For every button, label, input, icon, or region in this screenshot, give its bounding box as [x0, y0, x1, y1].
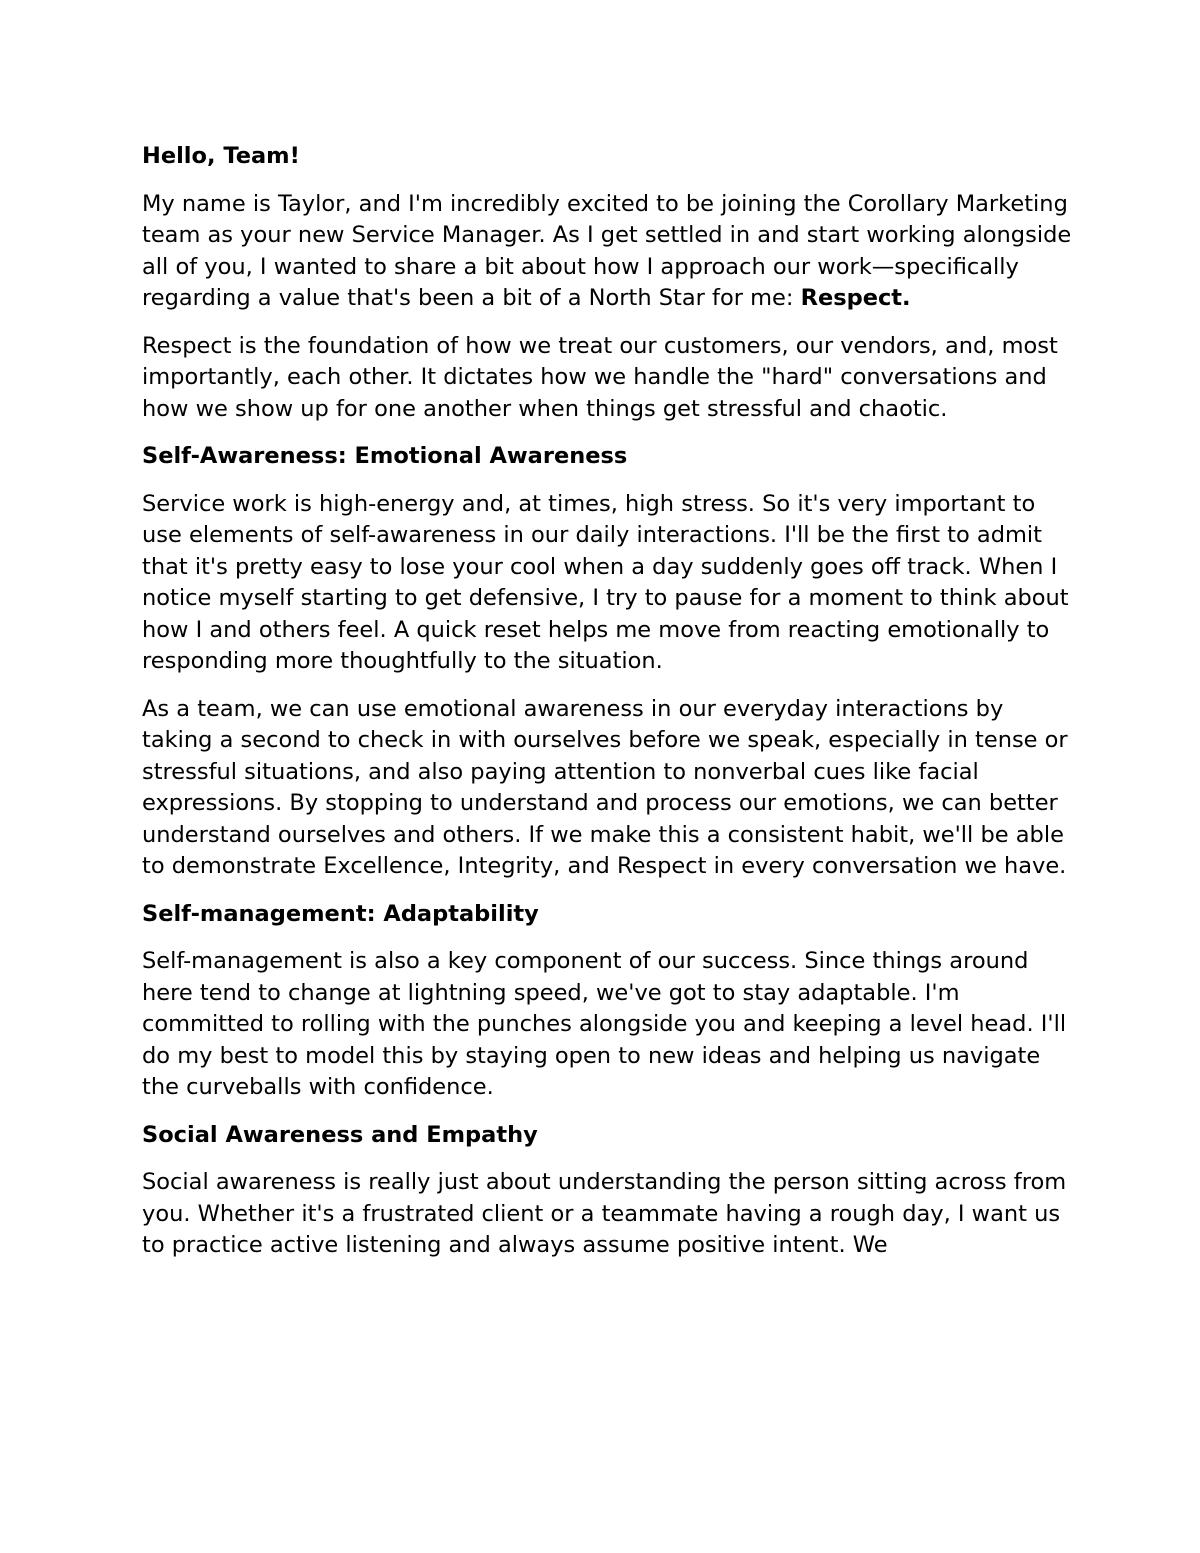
social-awareness-paragraph: Social awareness is really just about understanding the person sitting across from you. Whether it's a frustrated client or a teammate having a rough day, I want us to practice active listening and always assume positive intent. We	[142, 1169, 1067, 1258]
self-awareness-paragraph-1: Service work is high-energy and, at times, high stress. So it's very important to use elements of self-awareness in our daily interactions. I'll be the first to admit that it's pretty easy to lose your cool when a day suddenly goes off track. When I notice myself starting to get defensive, I try to pause for a moment to think about how I and others feel. A quick reset helps me move from reacting emotionally to responding more thoughtfully to the situation.	[142, 490, 1069, 674]
section-heading-self-awareness: Self-Awareness: Emotional Awareness	[142, 443, 628, 469]
section-heading-self-management: Self-management: Adaptability	[142, 900, 539, 927]
respect-paragraph: Respect is the foundation of how we treat our customers, our vendors, and, most importantly, each other. It dictates how we handle the "hard" conversations and how we show up for one another when things get stressful and chaotic.	[142, 332, 1058, 422]
self-awareness-paragraph-2: As a team, we can use emotional awareness in our everyday interactions by taking a second to check in with ourselves before we speak, especially in tense or stressful situations, and also paying attention to nonverbal cues like facial expressions. By stopping to understand and process our emotions, we can better understand ourselves and others. If we make this a consistent habit, we'll be able to demonstrate Excellence, Integrity, and Respect in every conversation we have.	[142, 695, 1068, 879]
section-heading-social-awareness: Social Awareness and Empathy	[142, 1121, 538, 1148]
intro-text: My name is Taylor, and I'm incredibly excited to be joining the Corollary Marketing team as your new Service Manager. As I get settled in and start working alongside all of you, I wanted to share a bit about how I approach our work—specifically regarding a value that's been a bit of a North Star for me:	[142, 190, 1072, 311]
greeting-heading: Hello, Team!	[142, 143, 300, 169]
self-management-paragraph: Self-management is also a key component of our success. Since things around here tend to change at lightning speed, we've got to stay adaptable. I'm committed to rolling with the punches alongside you and keeping a level head. I'll do my best to model this by staying open to new ideas and helping us navigate the curveballs with confidence.	[142, 948, 1067, 1100]
document-body	[142, 141, 1072, 1278]
intro-emphasis: Respect.	[800, 285, 911, 311]
intro-paragraph	[142, 189, 1072, 315]
